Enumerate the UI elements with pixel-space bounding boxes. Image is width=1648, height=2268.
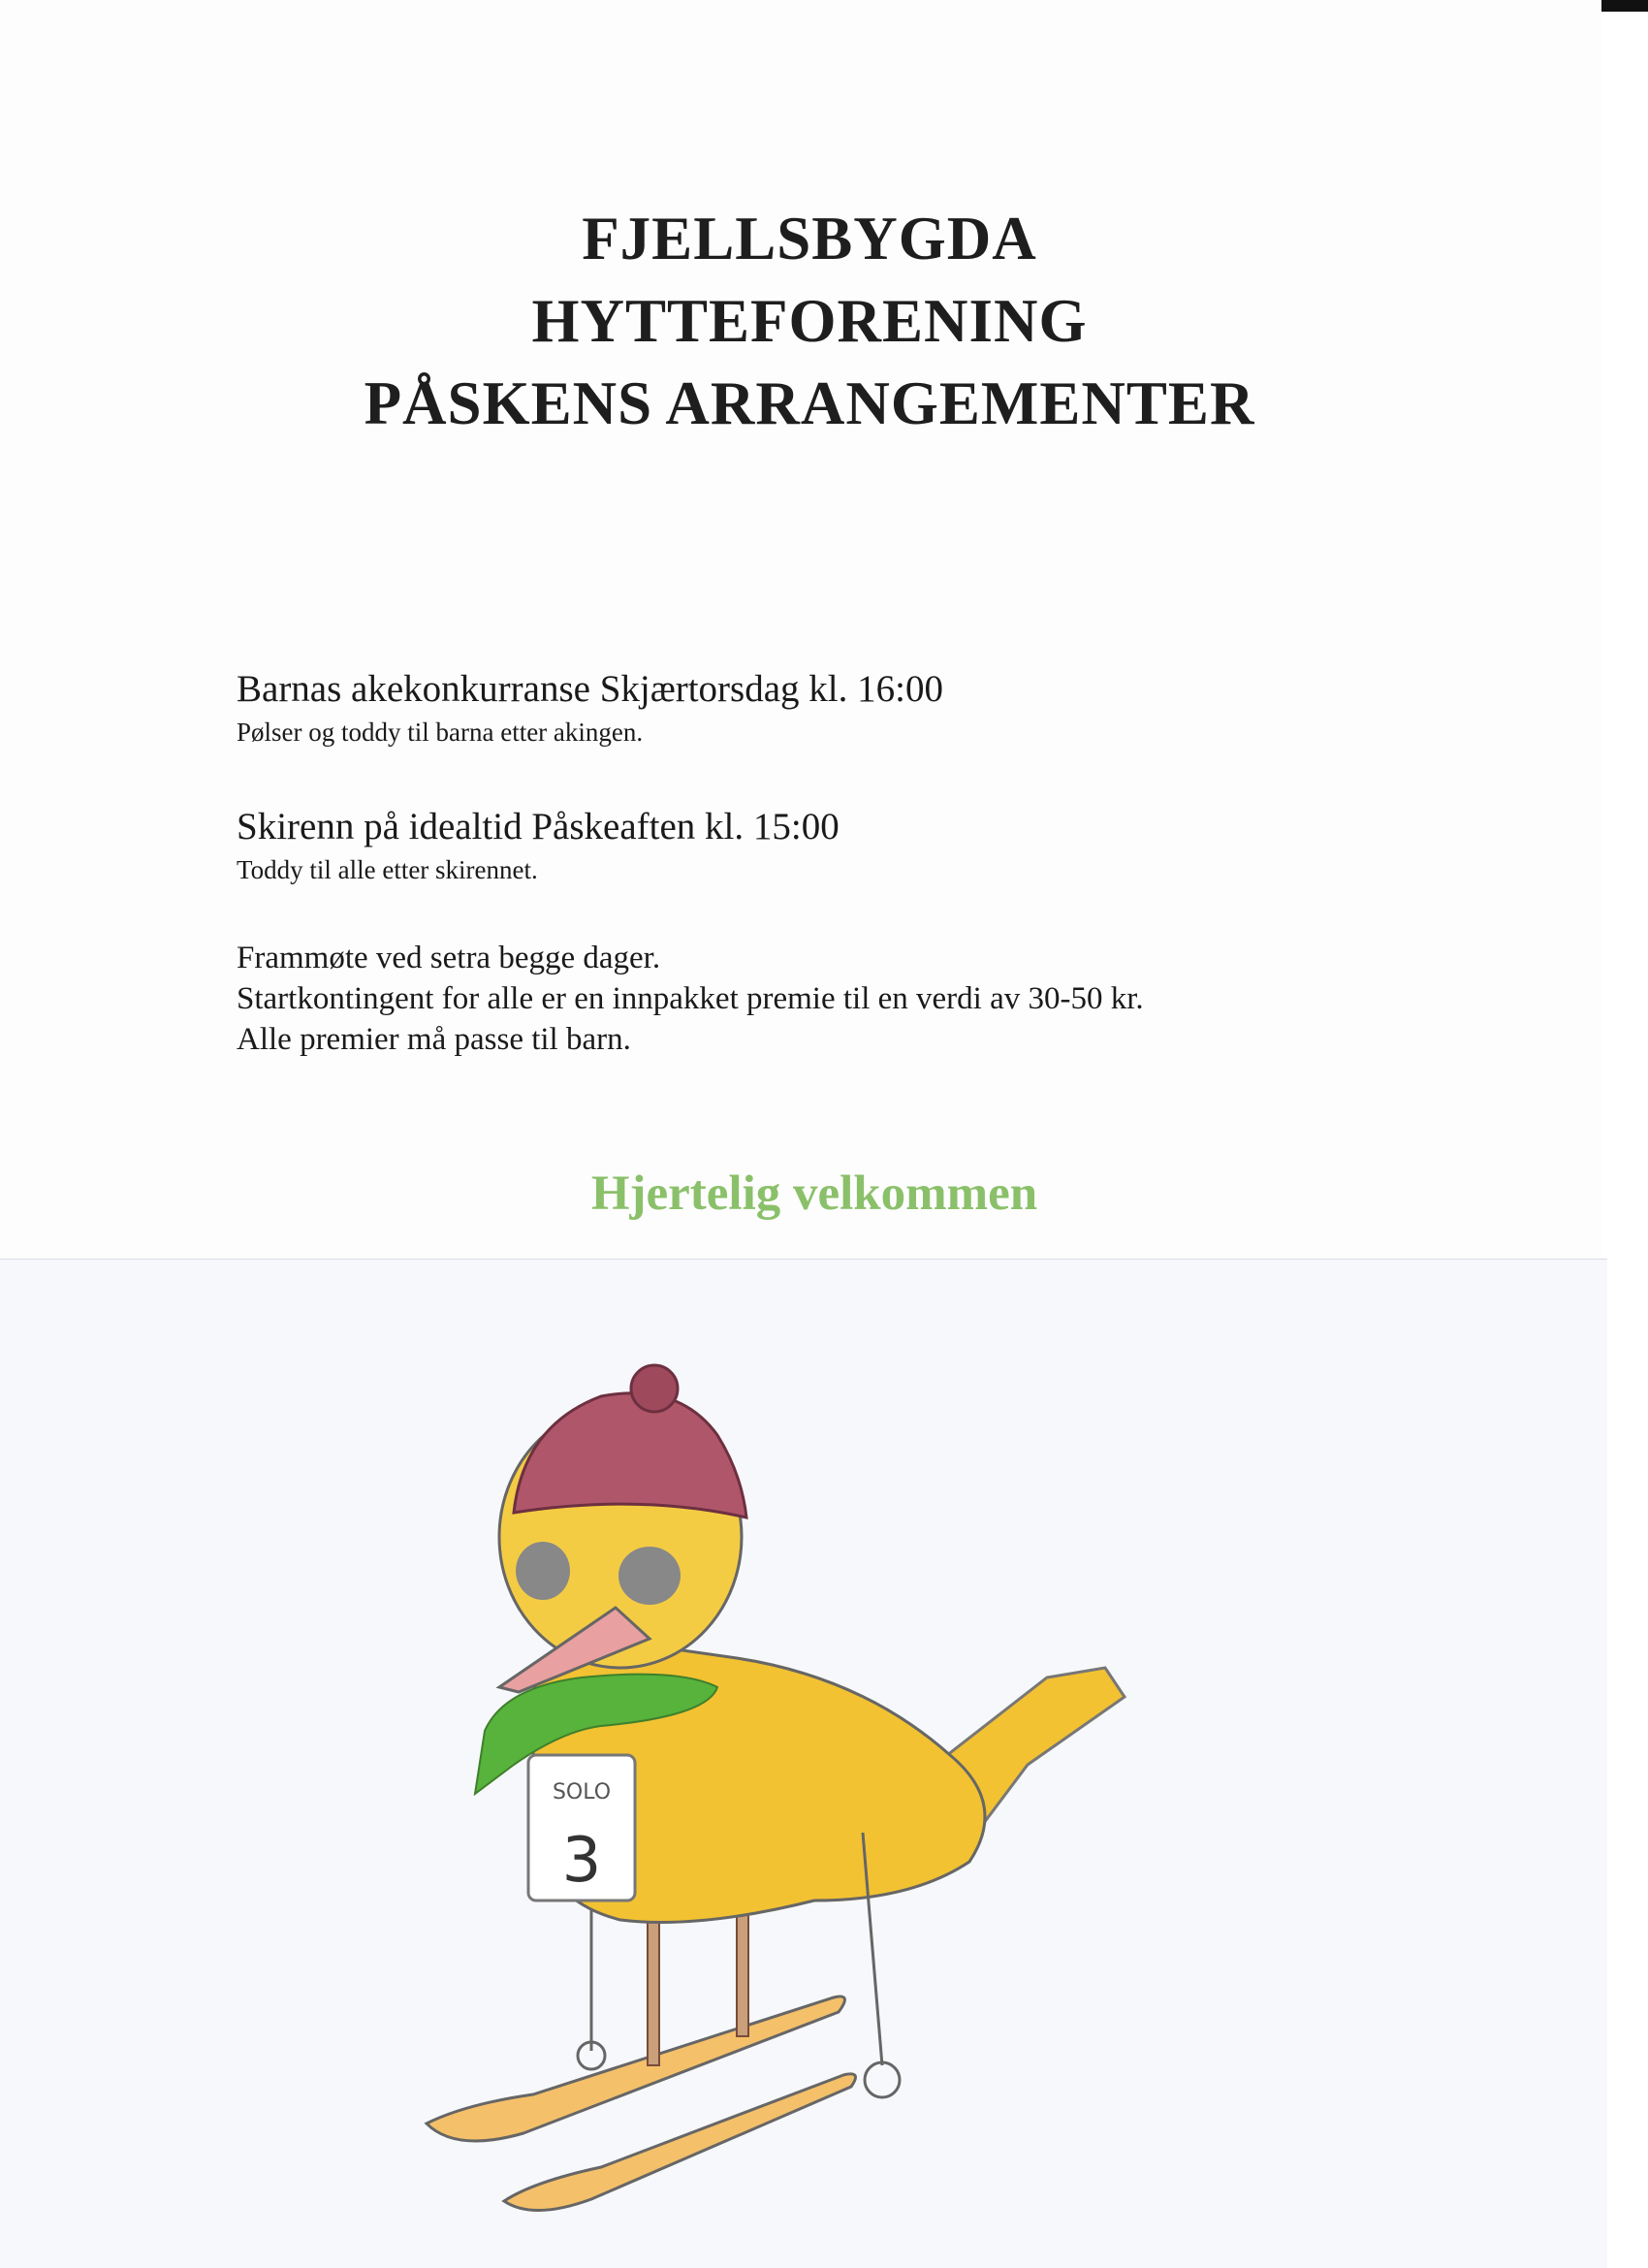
info-line-2: Startkontingent for alle er en innpakket premie til en verdi av 30-50 kr. xyxy=(237,981,1144,1016)
skis xyxy=(427,1996,856,2211)
event-1-title: Barnas akekonkurranse Skjærtorsdag kl. 16:00 xyxy=(237,668,943,710)
bib-label: SOLO xyxy=(552,1780,612,1805)
bird-hat xyxy=(514,1393,746,1517)
event-2-title: Skirenn på idealtid Påskeaften kl. 15:00 xyxy=(237,806,840,847)
bib-number: 3 xyxy=(561,1825,602,1897)
skiing-bird-drawing xyxy=(407,1358,1202,2230)
event-2-note: Toddy til alle etter skirennet. xyxy=(237,855,538,884)
title-line-2: HYTTEFORENING xyxy=(531,287,1088,355)
title-line-3: PÅSKENS ARRANGEMENTER xyxy=(364,369,1255,437)
info-line-1: Frammøte ved setra begge dager. xyxy=(237,941,661,975)
scan-corner-mark xyxy=(1601,0,1648,12)
event-1-note: Pølser og toddy til barna etter akingen. xyxy=(237,718,644,747)
title-line-1: FJELLSBYGDA xyxy=(582,205,1037,272)
left-eye-icon xyxy=(516,1542,570,1600)
info-line-3: Alle premier må passe til barn. xyxy=(237,1022,631,1057)
welcome-text: Hjertelig velkommen xyxy=(590,1166,1038,1221)
right-eye-icon xyxy=(618,1547,681,1605)
hat-pompom xyxy=(631,1365,678,1412)
